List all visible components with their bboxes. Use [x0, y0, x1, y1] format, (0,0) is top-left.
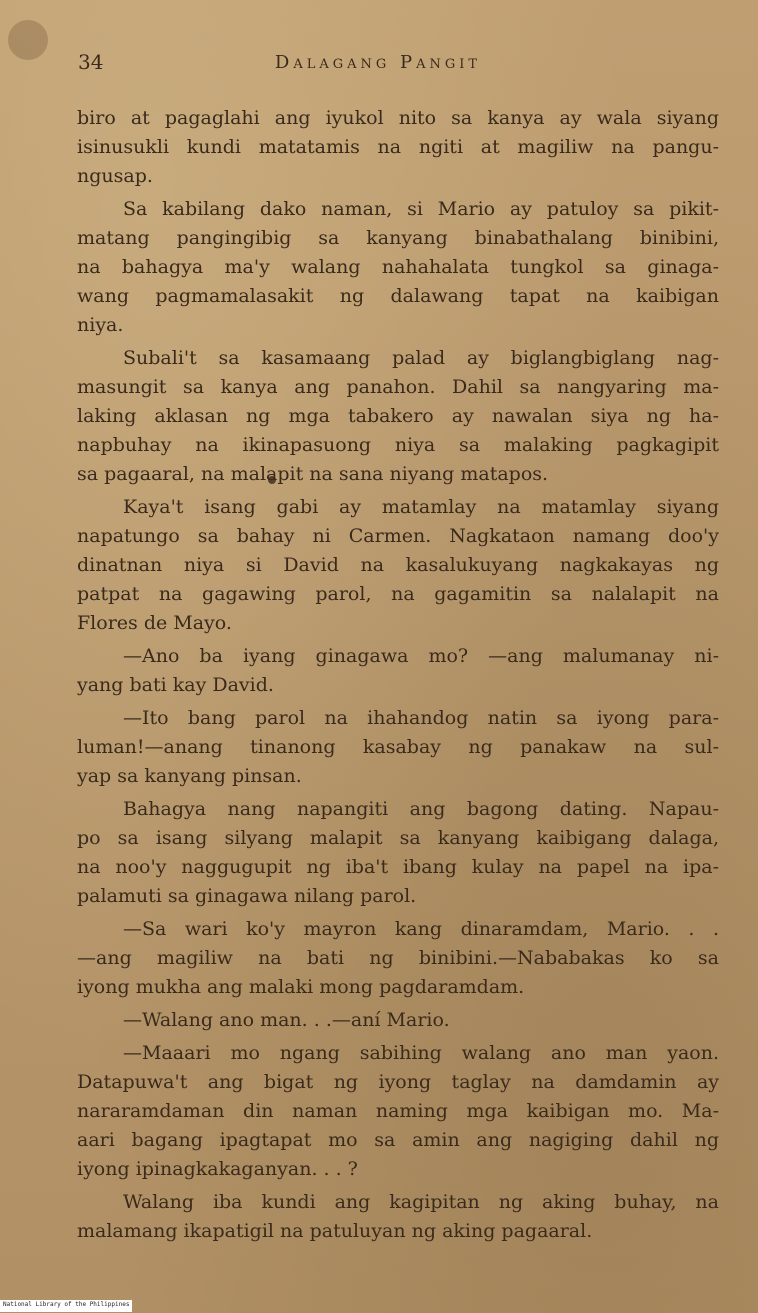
- text-line: biro at pagaglahi ang iyukol nito sa kanya ay wala siyang: [77, 107, 719, 129]
- text-line: Bahagya nang napangiti ang bagong dating. Napau-: [123, 798, 719, 820]
- text-line: sa pagaaral, na malapit na sana niyang matapos.: [77, 463, 549, 485]
- text-line: masungit sa kanya ang panahon. Dahil sa nangyaring ma-: [77, 376, 719, 398]
- text-line: Sa kabilang dako naman, si Mario ay patuloy sa pikit-: [123, 198, 719, 220]
- paragraph: [77, 104, 719, 191]
- text-line: isinusukli kundi matatamis na ngiti at magiliw na pangu-: [77, 136, 719, 158]
- text-line: dinatnan niya si David na kasalukuyang nagkakayas ng: [77, 554, 719, 576]
- text-line: na bahagya ma'y walang nahahalata tungkol sa ginaga-: [77, 256, 719, 278]
- text-line: matang pangingibig sa kanyang binabathalang binibini,: [77, 227, 719, 249]
- text-line: napbuhay na ikinapasuong niya sa malaking pagkagipit: [77, 434, 719, 456]
- text-line: ngusap.: [77, 165, 153, 187]
- page-number: 34: [78, 50, 104, 74]
- paragraph: [77, 195, 719, 340]
- text-line: yap sa kanyang pinsan.: [77, 765, 302, 787]
- text-line: —ang magiliw na bati ng binibini.—Nababakas ko sa: [77, 947, 719, 969]
- text-line: po sa isang silyang malapit sa kanyang kaibigang dalaga,: [77, 827, 719, 849]
- text-line: wang pagmamalasakit ng dalawang tapat na kaibigan: [77, 285, 719, 307]
- text-line: Flores de Mayo.: [77, 612, 232, 634]
- text-line: —Maaari mo ngang sabihing walang ano man yaon.: [123, 1042, 719, 1064]
- text-line: aari bagang ipagtapat mo sa amin ang nagiging dahil ng: [77, 1129, 719, 1151]
- paragraph: [77, 1006, 719, 1035]
- body-text: [77, 104, 719, 1250]
- text-line: malamang ikapatigil na patuluyan ng aking pagaaral.: [77, 1220, 593, 1242]
- text-line: —Ito bang parol na ihahandog natin sa iyong para-: [123, 707, 719, 729]
- page-header: [78, 50, 718, 82]
- text-line: Walang iba kundi ang kagipitan ng aking buhay, na: [123, 1191, 719, 1213]
- source-note: National Library of the Philippines: [0, 1300, 132, 1312]
- text-line: —Walang ano man. . .—aní Mario.: [123, 1009, 450, 1031]
- text-line: laking aklasan ng mga tabakero ay nawalan siya ng ha-: [77, 405, 719, 427]
- text-line: patpat na gagawing parol, na gagamitin sa nalalapit na: [77, 583, 719, 605]
- running-title: Dalagang Pangit: [274, 52, 482, 73]
- paragraph: [77, 704, 719, 791]
- paragraph: [77, 915, 719, 1002]
- text-line: palamuti sa ginagawa nilang parol.: [77, 885, 417, 907]
- text-line: na noo'y naggugupit ng iba't ibang kulay na papel na ipa-: [77, 856, 719, 878]
- paragraph: [77, 1188, 719, 1246]
- text-line: niya.: [77, 314, 124, 336]
- text-line: —Ano ba iyang ginagawa mo? —ang malumanay ni-: [123, 645, 719, 667]
- page-stain: [8, 20, 48, 60]
- text-line: Datapuwa't ang bigat ng iyong taglay na damdamin ay: [77, 1071, 719, 1093]
- paragraph: [77, 1039, 719, 1184]
- paragraph: [77, 795, 719, 911]
- text-line: —Sa wari ko'y mayron kang dinaramdam, Mario. . .: [123, 918, 719, 940]
- text-line: iyong mukha ang malaki mong pagdaramdam.: [77, 976, 525, 998]
- text-line: napatungo sa bahay ni Carmen. Nagkataon namang doo'y: [77, 525, 719, 547]
- text-line: luman!—anang tinanong kasabay ng panakaw na sul-: [77, 736, 719, 758]
- paragraph: [77, 344, 719, 489]
- text-line: Subali't sa kasamaang palad ay biglangbiglang nag-: [123, 347, 719, 369]
- paragraph: [77, 493, 719, 638]
- text-line: iyong ipinagkakaganyan. . . ?: [77, 1158, 358, 1180]
- text-line: Kaya't isang gabi ay matamlay na matamlay siyang: [123, 496, 719, 518]
- text-line: yang bati kay David.: [77, 674, 274, 696]
- text-line: nararamdaman din naman naming mga kaibigan mo. Ma-: [77, 1100, 719, 1122]
- paragraph: [77, 642, 719, 700]
